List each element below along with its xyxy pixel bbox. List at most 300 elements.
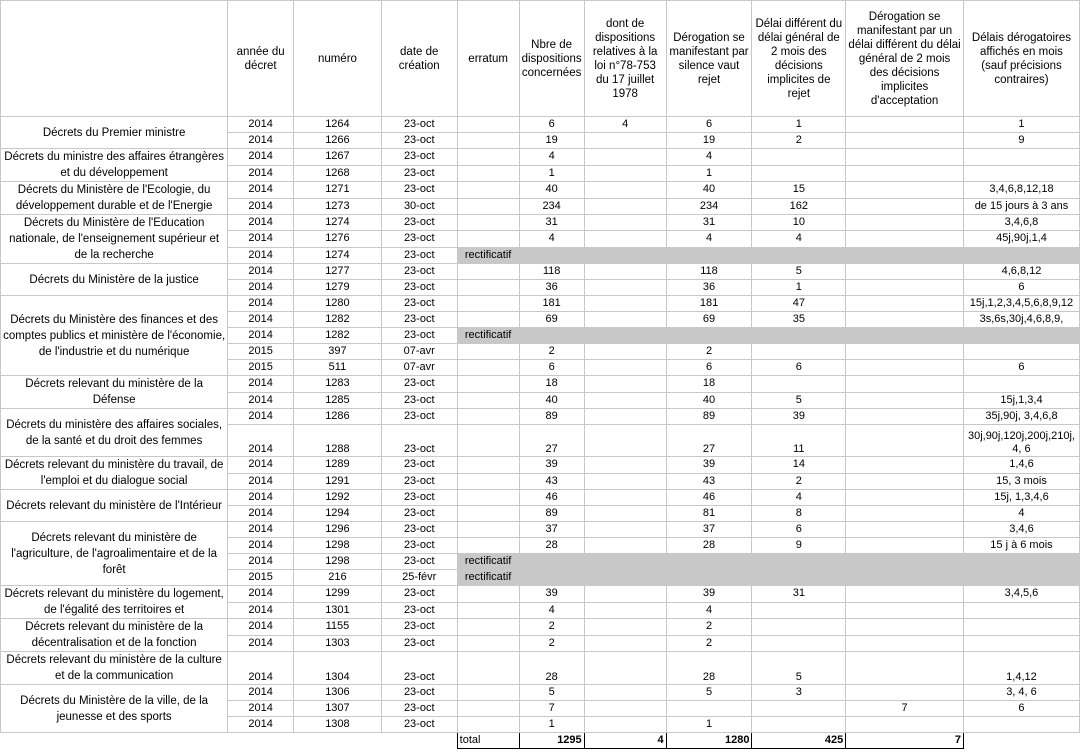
cell-rejet[interactable]: 4 xyxy=(666,149,752,166)
cell-numero[interactable]: 1274 xyxy=(294,247,382,263)
cell-annee[interactable]: 2014 xyxy=(228,425,294,457)
cell-rejet[interactable]: 118 xyxy=(666,264,752,280)
cell-dont[interactable] xyxy=(584,376,666,393)
cell-nbre[interactable]: 1 xyxy=(519,717,584,733)
cell-annee[interactable]: 2014 xyxy=(228,165,294,182)
cell-erratum[interactable] xyxy=(457,198,519,215)
cell-annee[interactable]: 2014 xyxy=(228,296,294,312)
cell-delais[interactable] xyxy=(963,149,1079,166)
cell-delai-accept[interactable] xyxy=(846,133,964,149)
cell-delai-accept[interactable] xyxy=(846,182,964,199)
cell-erratum[interactable]: rectificatif xyxy=(457,247,519,263)
cell-date[interactable]: 07-avr xyxy=(381,344,457,360)
cell-delai-accept[interactable] xyxy=(846,570,964,586)
cell-annee[interactable]: 2014 xyxy=(228,215,294,231)
cell-rejet[interactable]: 28 xyxy=(666,538,752,554)
cell-dont[interactable] xyxy=(584,149,666,166)
cell-date[interactable]: 23-oct xyxy=(381,717,457,733)
cell-delai-rejet[interactable]: 8 xyxy=(752,506,846,522)
cell-date[interactable]: 23-oct xyxy=(381,409,457,425)
cell-nbre[interactable]: 1 xyxy=(519,165,584,182)
cell-erratum[interactable] xyxy=(457,182,519,199)
cell-numero[interactable]: 1298 xyxy=(294,538,382,554)
cell-delai-rejet[interactable]: 1 xyxy=(752,117,846,133)
cell-delai-accept[interactable] xyxy=(846,619,964,636)
cell-annee[interactable]: 2014 xyxy=(228,554,294,570)
cell-numero[interactable]: 1296 xyxy=(294,522,382,538)
cell-date[interactable]: 23-oct xyxy=(381,619,457,636)
cell-dont[interactable] xyxy=(584,312,666,328)
ministry-cell[interactable]: Décrets du Ministère de la justice xyxy=(1,264,228,296)
cell-rejet[interactable]: 6 xyxy=(666,360,752,376)
cell-erratum[interactable] xyxy=(457,149,519,166)
cell-delai-rejet[interactable] xyxy=(752,619,846,636)
cell-annee[interactable]: 2014 xyxy=(228,457,294,474)
cell-annee[interactable]: 2014 xyxy=(228,328,294,344)
cell-date[interactable]: 23-oct xyxy=(381,117,457,133)
cell-erratum[interactable] xyxy=(457,296,519,312)
cell-delais[interactable] xyxy=(963,619,1079,636)
cell-delai-rejet[interactable]: 31 xyxy=(752,586,846,603)
cell-numero[interactable]: 1264 xyxy=(294,117,382,133)
cell-erratum[interactable] xyxy=(457,473,519,490)
cell-delais[interactable] xyxy=(963,344,1079,360)
header-nbre[interactable]: Nbre de dispositions concernées xyxy=(519,1,584,117)
cell-date[interactable]: 23-oct xyxy=(381,701,457,717)
cell-erratum[interactable] xyxy=(457,522,519,538)
cell-delai-rejet[interactable]: 14 xyxy=(752,457,846,474)
cell-dont[interactable] xyxy=(584,182,666,199)
cell-numero[interactable]: 1280 xyxy=(294,296,382,312)
cell-delais[interactable]: 6 xyxy=(963,360,1079,376)
cell-date[interactable]: 23-oct xyxy=(381,554,457,570)
cell-dont[interactable] xyxy=(584,619,666,636)
cell-nbre[interactable]: 27 xyxy=(519,425,584,457)
cell-numero[interactable]: 1271 xyxy=(294,182,382,199)
header-annee[interactable]: année du décret xyxy=(228,1,294,117)
cell-nbre[interactable]: 2 xyxy=(519,344,584,360)
ministry-cell[interactable]: Décrets relevant du ministère de la Défense xyxy=(1,376,228,409)
cell-nbre[interactable]: 31 xyxy=(519,215,584,231)
cell-nbre[interactable]: 234 xyxy=(519,198,584,215)
cell-numero[interactable]: 1155 xyxy=(294,619,382,636)
cell-dont[interactable] xyxy=(584,506,666,522)
cell-delai-rejet[interactable] xyxy=(752,570,846,586)
cell-delais[interactable]: 3,4,6,8,12,18 xyxy=(963,182,1079,199)
cell-delais[interactable] xyxy=(963,376,1079,393)
cell-dont[interactable] xyxy=(584,296,666,312)
cell-rejet[interactable] xyxy=(666,570,752,586)
cell-rejet[interactable]: 27 xyxy=(666,425,752,457)
cell-nbre[interactable]: 6 xyxy=(519,360,584,376)
cell-delai-accept[interactable] xyxy=(846,538,964,554)
cell-annee[interactable]: 2015 xyxy=(228,570,294,586)
cell-dont[interactable] xyxy=(584,554,666,570)
cell-nbre[interactable]: 36 xyxy=(519,280,584,296)
cell-delai-accept[interactable] xyxy=(846,360,964,376)
ministry-cell[interactable]: Décrets du ministère des affaires sociales, de la santé et du droit des femmes xyxy=(1,409,228,457)
cell-delai-accept[interactable] xyxy=(846,652,964,685)
cell-date[interactable]: 23-oct xyxy=(381,425,457,457)
cell-delais[interactable]: de 15 jours à 3 ans xyxy=(963,198,1079,215)
cell-dont[interactable] xyxy=(584,198,666,215)
cell-delais[interactable]: 15j, 1,3,4,6 xyxy=(963,490,1079,506)
cell-delai-accept[interactable] xyxy=(846,685,964,701)
cell-delai-rejet[interactable]: 5 xyxy=(752,652,846,685)
cell-date[interactable]: 23-oct xyxy=(381,264,457,280)
ministry-cell[interactable]: Décrets du ministre des affaires étrangères et du développement xyxy=(1,149,228,182)
cell-numero[interactable]: 1286 xyxy=(294,409,382,425)
cell-rejet[interactable] xyxy=(666,247,752,263)
cell-dont[interactable] xyxy=(584,717,666,733)
cell-dont[interactable] xyxy=(584,473,666,490)
cell-nbre[interactable]: 46 xyxy=(519,490,584,506)
cell-dont[interactable] xyxy=(584,602,666,619)
header-dont[interactable]: dont de dispositions relatives à la loi n°78-753 du 17 juillet 1978 xyxy=(584,1,666,117)
cell-annee[interactable]: 2015 xyxy=(228,360,294,376)
cell-delai-rejet[interactable] xyxy=(752,376,846,393)
cell-delai-accept[interactable] xyxy=(846,586,964,603)
cell-annee[interactable]: 2014 xyxy=(228,685,294,701)
cell-rejet[interactable]: 181 xyxy=(666,296,752,312)
cell-rejet[interactable]: 46 xyxy=(666,490,752,506)
cell-annee[interactable]: 2014 xyxy=(228,247,294,263)
cell-rejet[interactable]: 43 xyxy=(666,473,752,490)
cell-dont[interactable] xyxy=(584,586,666,603)
cell-date[interactable]: 23-oct xyxy=(381,685,457,701)
cell-dont[interactable] xyxy=(584,133,666,149)
cell-erratum[interactable] xyxy=(457,717,519,733)
cell-erratum[interactable] xyxy=(457,280,519,296)
cell-date[interactable]: 23-oct xyxy=(381,586,457,603)
cell-dont[interactable] xyxy=(584,701,666,717)
cell-erratum[interactable] xyxy=(457,635,519,652)
header-blank[interactable] xyxy=(1,1,228,117)
cell-delais[interactable] xyxy=(963,717,1079,733)
cell-nbre[interactable]: 4 xyxy=(519,602,584,619)
total-delai-accept[interactable]: 7 xyxy=(846,733,964,749)
cell-numero[interactable]: 1268 xyxy=(294,165,382,182)
cell-delais[interactable]: 3,4,6,8 xyxy=(963,215,1079,231)
cell-nbre[interactable]: 39 xyxy=(519,586,584,603)
cell-date[interactable]: 23-oct xyxy=(381,165,457,182)
cell-delai-accept[interactable] xyxy=(846,473,964,490)
cell-delais[interactable] xyxy=(963,328,1079,344)
cell-dont[interactable] xyxy=(584,457,666,474)
cell-nbre[interactable] xyxy=(519,247,584,263)
header-numero[interactable]: numéro xyxy=(294,1,382,117)
cell-delai-accept[interactable] xyxy=(846,392,964,409)
cell-rejet[interactable]: 37 xyxy=(666,522,752,538)
cell-delais[interactable]: 1,4,12 xyxy=(963,652,1079,685)
cell-numero[interactable]: 1289 xyxy=(294,457,382,474)
cell-delai-rejet[interactable] xyxy=(752,635,846,652)
cell-numero[interactable]: 1298 xyxy=(294,554,382,570)
ministry-cell[interactable]: Décrets relevant du ministère de la décentralisation et de la fonction xyxy=(1,619,228,652)
cell-delai-accept[interactable] xyxy=(846,328,964,344)
cell-date[interactable]: 23-oct xyxy=(381,602,457,619)
cell-nbre[interactable]: 181 xyxy=(519,296,584,312)
cell-numero[interactable]: 1285 xyxy=(294,392,382,409)
cell-rejet[interactable] xyxy=(666,701,752,717)
cell-numero[interactable]: 1303 xyxy=(294,635,382,652)
cell-delai-accept[interactable] xyxy=(846,198,964,215)
total-rejet[interactable]: 1280 xyxy=(666,733,752,749)
cell-nbre[interactable]: 4 xyxy=(519,231,584,247)
cell-delai-accept[interactable] xyxy=(846,312,964,328)
cell-date[interactable]: 23-oct xyxy=(381,635,457,652)
cell-numero[interactable]: 1279 xyxy=(294,280,382,296)
cell-delais[interactable]: 35j,90j, 3,4,6,8 xyxy=(963,409,1079,425)
cell-delais[interactable]: 3,4,5,6 xyxy=(963,586,1079,603)
cell-annee[interactable]: 2014 xyxy=(228,312,294,328)
cell-delai-rejet[interactable] xyxy=(752,701,846,717)
cell-annee[interactable]: 2014 xyxy=(228,717,294,733)
ministry-cell[interactable]: Décrets relevant du ministère du travail, de l'emploi et du dialogue social xyxy=(1,457,228,490)
cell-rejet[interactable]: 28 xyxy=(666,652,752,685)
cell-delais[interactable]: 15j,1,2,3,4,5,6,8,9,12 xyxy=(963,296,1079,312)
cell-dont[interactable] xyxy=(584,392,666,409)
cell-numero[interactable]: 1266 xyxy=(294,133,382,149)
cell-nbre[interactable] xyxy=(519,570,584,586)
cell-delai-rejet[interactable]: 1 xyxy=(752,280,846,296)
cell-annee[interactable]: 2014 xyxy=(228,280,294,296)
cell-delai-accept[interactable]: 7 xyxy=(846,701,964,717)
cell-annee[interactable]: 2014 xyxy=(228,506,294,522)
cell-rejet[interactable]: 2 xyxy=(666,344,752,360)
cell-date[interactable]: 23-oct xyxy=(381,312,457,328)
cell-erratum[interactable] xyxy=(457,264,519,280)
cell-delai-rejet[interactable] xyxy=(752,328,846,344)
cell-date[interactable]: 23-oct xyxy=(381,538,457,554)
cell-rejet[interactable]: 5 xyxy=(666,685,752,701)
header-delais[interactable]: Délais dérogatoires affichés en mois (sauf précisions contraires) xyxy=(963,1,1079,117)
ministry-cell[interactable]: Décrets du Ministère de l'Education nationale, de l'enseignement supérieur et de la recherche xyxy=(1,215,228,264)
cell-numero[interactable]: 1301 xyxy=(294,602,382,619)
cell-nbre[interactable]: 118 xyxy=(519,264,584,280)
cell-nbre[interactable]: 28 xyxy=(519,538,584,554)
cell-annee[interactable]: 2014 xyxy=(228,149,294,166)
cell-date[interactable]: 23-oct xyxy=(381,522,457,538)
cell-delai-accept[interactable] xyxy=(846,296,964,312)
cell-delais[interactable]: 4 xyxy=(963,506,1079,522)
cell-date[interactable]: 23-oct xyxy=(381,280,457,296)
cell-rejet[interactable]: 69 xyxy=(666,312,752,328)
cell-date[interactable]: 23-oct xyxy=(381,149,457,166)
cell-delais[interactable]: 4,6,8,12 xyxy=(963,264,1079,280)
cell-rejet[interactable]: 1 xyxy=(666,165,752,182)
cell-date[interactable]: 23-oct xyxy=(381,506,457,522)
cell-nbre[interactable]: 2 xyxy=(519,635,584,652)
cell-delai-accept[interactable] xyxy=(846,602,964,619)
cell-annee[interactable]: 2014 xyxy=(228,392,294,409)
cell-annee[interactable]: 2014 xyxy=(228,231,294,247)
cell-numero[interactable]: 1304 xyxy=(294,652,382,685)
cell-annee[interactable]: 2014 xyxy=(228,376,294,393)
cell-delais[interactable]: 3,4,6 xyxy=(963,522,1079,538)
ministry-cell[interactable]: Décrets du Premier ministre xyxy=(1,117,228,149)
cell-erratum[interactable] xyxy=(457,133,519,149)
cell-dont[interactable] xyxy=(584,280,666,296)
cell-dont[interactable] xyxy=(584,215,666,231)
cell-date[interactable]: 23-oct xyxy=(381,376,457,393)
cell-date[interactable]: 23-oct xyxy=(381,247,457,263)
cell-erratum[interactable] xyxy=(457,602,519,619)
cell-delai-accept[interactable] xyxy=(846,231,964,247)
cell-date[interactable]: 23-oct xyxy=(381,215,457,231)
cell-delais[interactable]: 15 j à 6 mois xyxy=(963,538,1079,554)
cell-delai-rejet[interactable]: 162 xyxy=(752,198,846,215)
cell-delai-rejet[interactable]: 15 xyxy=(752,182,846,199)
cell-annee[interactable]: 2014 xyxy=(228,602,294,619)
cell-annee[interactable]: 2014 xyxy=(228,117,294,133)
cell-dont[interactable] xyxy=(584,635,666,652)
cell-numero[interactable]: 216 xyxy=(294,570,382,586)
cell-dont[interactable] xyxy=(584,570,666,586)
cell-numero[interactable]: 1273 xyxy=(294,198,382,215)
cell-numero[interactable]: 1277 xyxy=(294,264,382,280)
cell-delais[interactable]: 45j,90j,1,4 xyxy=(963,231,1079,247)
cell-delai-rejet[interactable]: 35 xyxy=(752,312,846,328)
cell-rejet[interactable]: 31 xyxy=(666,215,752,231)
cell-delai-rejet[interactable] xyxy=(752,344,846,360)
cell-erratum[interactable]: rectificatif xyxy=(457,570,519,586)
cell-erratum[interactable] xyxy=(457,392,519,409)
cell-annee[interactable]: 2014 xyxy=(228,538,294,554)
cell-nbre[interactable]: 39 xyxy=(519,457,584,474)
cell-delais[interactable] xyxy=(963,247,1079,263)
cell-date[interactable]: 30-oct xyxy=(381,198,457,215)
cell-erratum[interactable]: rectificatif xyxy=(457,328,519,344)
cell-numero[interactable]: 1299 xyxy=(294,586,382,603)
cell-rejet[interactable]: 4 xyxy=(666,602,752,619)
cell-delai-rejet[interactable] xyxy=(752,149,846,166)
cell-erratum[interactable] xyxy=(457,409,519,425)
cell-erratum[interactable] xyxy=(457,619,519,636)
cell-erratum[interactable] xyxy=(457,117,519,133)
cell-delais[interactable] xyxy=(963,554,1079,570)
cell-date[interactable]: 23-oct xyxy=(381,328,457,344)
cell-delais[interactable]: 3s,6s,30j,4,6,8,9, xyxy=(963,312,1079,328)
cell-date[interactable]: 23-oct xyxy=(381,652,457,685)
cell-annee[interactable]: 2014 xyxy=(228,701,294,717)
cell-dont[interactable] xyxy=(584,360,666,376)
cell-date[interactable]: 23-oct xyxy=(381,392,457,409)
cell-nbre[interactable]: 37 xyxy=(519,522,584,538)
header-erratum[interactable]: erratum xyxy=(457,1,519,117)
cell-delai-accept[interactable] xyxy=(846,425,964,457)
cell-rejet[interactable]: 19 xyxy=(666,133,752,149)
cell-delai-rejet[interactable]: 6 xyxy=(752,360,846,376)
cell-erratum[interactable] xyxy=(457,344,519,360)
cell-nbre[interactable]: 40 xyxy=(519,182,584,199)
cell-rejet[interactable]: 36 xyxy=(666,280,752,296)
cell-erratum[interactable] xyxy=(457,312,519,328)
cell-erratum[interactable] xyxy=(457,165,519,182)
cell-nbre[interactable]: 89 xyxy=(519,409,584,425)
cell-delai-rejet[interactable]: 2 xyxy=(752,133,846,149)
cell-delai-accept[interactable] xyxy=(846,635,964,652)
cell-numero[interactable]: 1294 xyxy=(294,506,382,522)
cell-rejet[interactable]: 40 xyxy=(666,392,752,409)
cell-nbre[interactable]: 40 xyxy=(519,392,584,409)
cell-erratum[interactable] xyxy=(457,652,519,685)
cell-rejet[interactable]: 89 xyxy=(666,409,752,425)
cell-delai-accept[interactable] xyxy=(846,506,964,522)
cell-delai-accept[interactable] xyxy=(846,215,964,231)
cell-dont[interactable] xyxy=(584,231,666,247)
cell-erratum[interactable] xyxy=(457,701,519,717)
cell-nbre[interactable]: 18 xyxy=(519,376,584,393)
cell-delai-rejet[interactable]: 4 xyxy=(752,231,846,247)
cell-delais[interactable]: 6 xyxy=(963,701,1079,717)
ministry-cell[interactable]: Décrets du Ministère de l'Ecologie, du développement durable et de l'Energie xyxy=(1,182,228,215)
cell-erratum[interactable] xyxy=(457,457,519,474)
cell-erratum[interactable] xyxy=(457,586,519,603)
cell-delai-accept[interactable] xyxy=(846,165,964,182)
cell-dont[interactable] xyxy=(584,328,666,344)
cell-rejet[interactable]: 2 xyxy=(666,619,752,636)
ministry-cell[interactable]: Décrets relevant du ministère du logement, de l'égalité des territoires et xyxy=(1,586,228,619)
cell-nbre[interactable]: 43 xyxy=(519,473,584,490)
cell-delai-rejet[interactable]: 4 xyxy=(752,490,846,506)
cell-dont[interactable] xyxy=(584,409,666,425)
cell-nbre[interactable] xyxy=(519,328,584,344)
cell-nbre[interactable]: 69 xyxy=(519,312,584,328)
cell-rejet[interactable] xyxy=(666,328,752,344)
cell-delai-accept[interactable] xyxy=(846,344,964,360)
cell-nbre[interactable]: 4 xyxy=(519,149,584,166)
cell-dont[interactable] xyxy=(584,344,666,360)
ministry-cell[interactable]: Décrets relevant du ministère de l'agriculture, de l'agroalimentaire et de la forêt xyxy=(1,522,228,586)
cell-delai-accept[interactable] xyxy=(846,264,964,280)
cell-nbre[interactable]: 5 xyxy=(519,685,584,701)
cell-dont[interactable] xyxy=(584,264,666,280)
cell-numero[interactable]: 1282 xyxy=(294,312,382,328)
cell-delais[interactable]: 6 xyxy=(963,280,1079,296)
cell-annee[interactable]: 2014 xyxy=(228,182,294,199)
cell-annee[interactable]: 2014 xyxy=(228,586,294,603)
header-date[interactable]: date de création xyxy=(381,1,457,117)
cell-annee[interactable]: 2014 xyxy=(228,635,294,652)
cell-dont[interactable] xyxy=(584,652,666,685)
cell-date[interactable]: 23-oct xyxy=(381,182,457,199)
cell-rejet[interactable]: 4 xyxy=(666,231,752,247)
cell-nbre[interactable]: 2 xyxy=(519,619,584,636)
cell-annee[interactable]: 2014 xyxy=(228,652,294,685)
cell-rejet[interactable]: 81 xyxy=(666,506,752,522)
cell-numero[interactable]: 1306 xyxy=(294,685,382,701)
cell-erratum[interactable]: rectificatif xyxy=(457,554,519,570)
cell-delais[interactable]: 15, 3 mois xyxy=(963,473,1079,490)
cell-dont[interactable] xyxy=(584,247,666,263)
cell-delais[interactable]: 9 xyxy=(963,133,1079,149)
cell-delai-accept[interactable] xyxy=(846,247,964,263)
cell-delai-rejet[interactable]: 47 xyxy=(752,296,846,312)
cell-delai-rejet[interactable] xyxy=(752,602,846,619)
cell-delais[interactable] xyxy=(963,165,1079,182)
cell-rejet[interactable]: 40 xyxy=(666,182,752,199)
cell-delai-rejet[interactable] xyxy=(752,165,846,182)
cell-annee[interactable]: 2014 xyxy=(228,198,294,215)
cell-numero[interactable]: 1288 xyxy=(294,425,382,457)
cell-rejet[interactable]: 6 xyxy=(666,117,752,133)
cell-delai-accept[interactable] xyxy=(846,554,964,570)
cell-rejet[interactable]: 39 xyxy=(666,457,752,474)
cell-delai-accept[interactable] xyxy=(846,280,964,296)
cell-numero[interactable]: 1283 xyxy=(294,376,382,393)
cell-date[interactable]: 25-févr xyxy=(381,570,457,586)
